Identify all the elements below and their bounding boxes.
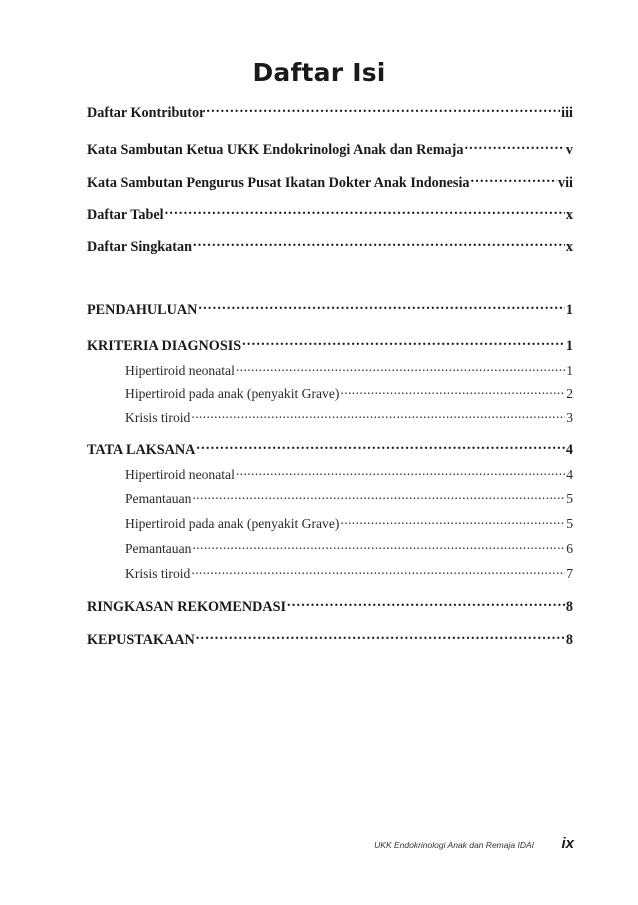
toc-entry-sambutan-idai[interactable] <box>87 173 573 192</box>
toc-entry-page: 8 <box>565 599 573 616</box>
toc-entry-page: 8 <box>565 632 573 649</box>
footer-publisher: UKK Endokrinologi Anak dan Remaja IDAI <box>374 840 534 850</box>
toc-subentry[interactable] <box>125 361 573 379</box>
toc-entry-label: Daftar Tabel <box>87 207 164 224</box>
toc-subentry[interactable] <box>125 539 573 557</box>
toc-entry-page: 5 <box>566 490 573 506</box>
dot-leader <box>471 173 558 187</box>
dot-leader <box>236 465 565 479</box>
dot-leader <box>206 103 560 117</box>
toc-entry-daftar-tabel[interactable] <box>87 205 573 224</box>
toc-subentry[interactable] <box>125 564 573 582</box>
toc-entry-page: 6 <box>566 540 573 556</box>
toc-entry-label: TATA LAKSANA <box>87 442 196 459</box>
toc-subentry[interactable] <box>125 465 573 483</box>
toc-entry-label: KRITERIA DIAGNOSIS <box>87 338 242 355</box>
toc-entry-label: Krisis tiroid <box>125 565 191 581</box>
footer-page-number: ix <box>561 835 574 852</box>
page-footer <box>0 836 638 856</box>
toc-entry-label: Hipertiroid neonatal <box>125 466 235 482</box>
toc-entry-sambutan-ukk[interactable] <box>87 140 573 159</box>
toc-subentry[interactable] <box>125 384 573 402</box>
toc-entry-label: Kata Sambutan Pengurus Pusat Ikatan Dokter Anak Indonesia <box>87 175 470 192</box>
toc-entry-page: vii <box>558 175 573 192</box>
dot-leader <box>196 630 565 644</box>
toc-entry-label: Daftar Kontributor <box>87 105 206 122</box>
toc-section-pendahuluan[interactable] <box>87 300 573 319</box>
toc-entry-page: 4 <box>566 466 573 482</box>
toc-section-kriteria-diagnosis[interactable] <box>87 336 573 355</box>
dot-leader <box>192 489 565 503</box>
page-title: Daftar Isi <box>252 58 386 87</box>
toc-entry-label: KEPUSTAKAAN <box>87 632 195 649</box>
toc-entry-page: 1 <box>565 338 573 355</box>
dot-leader <box>198 300 565 314</box>
toc-entry-page: 1 <box>565 302 573 319</box>
toc-entry-label: Daftar Singkatan <box>87 239 192 256</box>
dot-leader <box>196 440 565 454</box>
toc-entry-page: 5 <box>566 515 573 531</box>
toc-entry-label: Kata Sambutan Ketua UKK Endokrinologi Anak dan Remaja <box>87 142 464 159</box>
toc-entry-page: x <box>565 239 573 256</box>
toc-entry-label: Hipertiroid pada anak (penyakit Grave) <box>125 515 340 531</box>
dot-leader <box>464 140 564 154</box>
toc-subentry[interactable] <box>125 514 573 532</box>
toc-entry-page: x <box>565 207 573 224</box>
toc-entry-label: Hipertiroid neonatal <box>125 362 235 378</box>
toc-entry-page: 1 <box>566 362 573 378</box>
toc-entry-kontributor[interactable] <box>87 103 573 122</box>
dot-leader <box>192 539 565 553</box>
toc-entry-page: 4 <box>565 442 573 459</box>
toc-section-ringkasan-rekomendasi[interactable] <box>87 597 573 616</box>
dot-leader <box>340 514 565 528</box>
toc-entry-label: RINGKASAN REKOMENDASI <box>87 599 287 616</box>
dot-leader <box>287 597 565 611</box>
toc-entry-page: 7 <box>566 565 573 581</box>
toc-entry-label: Krisis tiroid <box>125 409 191 425</box>
dot-leader <box>165 205 565 219</box>
dot-leader <box>191 564 565 578</box>
toc-entry-page: v <box>565 142 573 159</box>
dot-leader <box>191 408 565 422</box>
toc-entry-label: Hipertiroid pada anak (penyakit Grave) <box>125 385 340 401</box>
toc-entry-label: PENDAHULUAN <box>87 302 198 319</box>
dot-leader <box>236 361 565 375</box>
toc-entry-daftar-singkatan[interactable] <box>87 237 573 256</box>
toc-entry-label: Pemantauan <box>125 490 192 506</box>
toc-entry-page: 2 <box>566 385 573 401</box>
toc-subentry[interactable] <box>125 408 573 426</box>
toc-section-kepustakaan[interactable] <box>87 630 573 649</box>
dot-leader <box>193 237 565 251</box>
toc-section-tata-laksana[interactable] <box>87 440 573 459</box>
toc-entry-page: iii <box>561 105 573 122</box>
toc-entry-page: 3 <box>566 409 573 425</box>
dot-leader <box>340 384 565 398</box>
dot-leader <box>242 336 565 350</box>
toc-entry-label: Pemantauan <box>125 540 192 556</box>
toc-subentry[interactable] <box>125 489 573 507</box>
